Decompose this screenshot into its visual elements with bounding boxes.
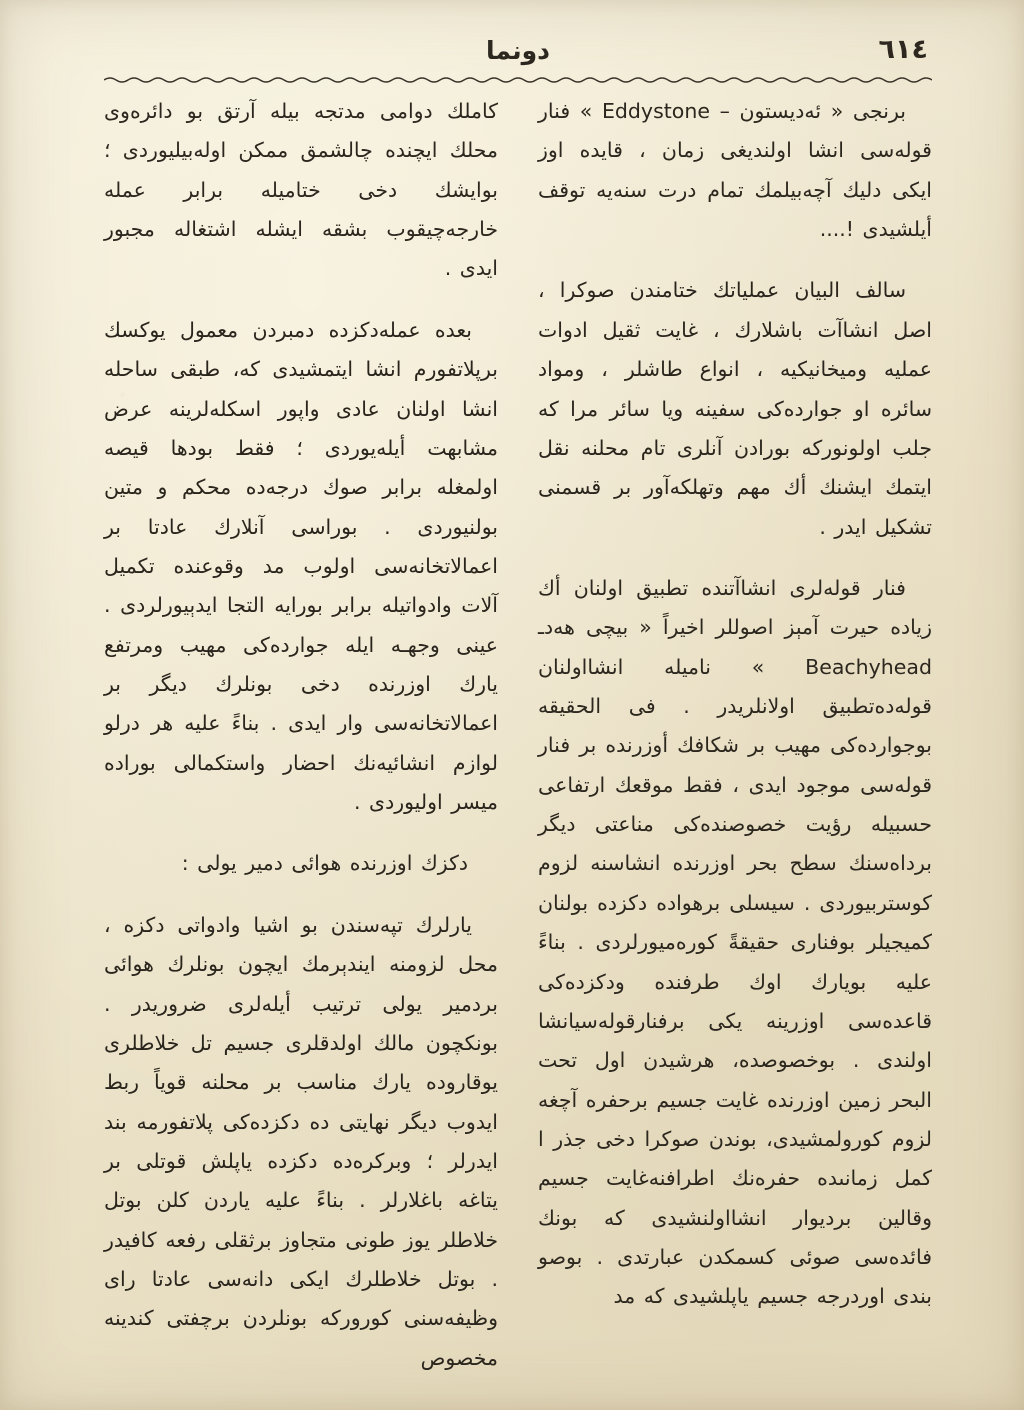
column-right	[538, 92, 932, 1350]
paragraph-text: سالف البيان عملياتك ختامندن صوكرا ، اصل انشاآت باشلارك ، غايت ثقيل ادوات عملیه ومیخانیکیه ، انواع طاشلر ، ومواد سائره او جواردەکی سفينه ویا سائر مرا که جلب اولونورکه بورادن آنلری تام محلنه نقل ايتمك ايشنك أك مهم وتهلكەآور بر قسمنی تشكيل ايدر .	[538, 278, 932, 539]
paragraph-text: يارلرك تپەسندن بو اشيا وادواتی دكزه ، محل لزومنه ايندېرمك ايچون بونلرك هوائی بردمير يولی ترتيب أيلەلری ضروريدر . بونكچون مالك اولدقلری جسيم تل خلاطلری يوقاروده يارك مناسب بر محلنه قوياً ربط ايدوب ديگر نهايتی ده دكزدەکی پلاتفورمه بند ايدرلر ؛ وبركرەده دكزده ياپلش قوتلی بر يتاغه باغلارلر . بناءً عليه ياردن كلن بوتل خلاطلر يوز طونی متجاوز برثقلی رفعه كافيدر . بوتل خلاطلرك ايکی دانەسی عادتا رای وظيفەسنی كورورکه بونلردن برچفتی كندينه مخصوص	[104, 912, 498, 1370]
paragraph	[104, 906, 498, 1378]
page-number: ٦١٤	[878, 34, 928, 65]
header-wavy-rule	[104, 76, 932, 84]
column-left	[104, 92, 498, 1370]
paragraph-text: فنار قولەلری انشاآتنده تطبيق اولنان أك زياده حيرت آمېز اصوللر اخيراً « بيچی هەدـ Beachyhead » نامیله انشااولنان قولەدەتطبيق اولانلريدر . فی الحقيقه بوجواردەکی مهيب بر شكافك أوزرنده بر فنار قولەسی موجود ايدی ، فقط موقعك ارتفاعی حسبیله رؤيت خصوصندەکی مناعتی ديگر برداەسنك سطح بحر اوزرنده انشاسنه لزوم كوستربيوردی . سيسلی برهواده دكزده بولنان كميجيلر بوفناری حقيقةً كورەميورلردی . بناءً عليه بويارك اوك طرفنده ودكزدەکی قاعدەسی اوزرينه يکی برفنارقولەسیانشا اولندی . بوخصوصده، هرشيدن اول تحت البحر زمين اوزرنده غايت جسيم برحفره آچغه لزوم كورولمشيدی، بوندن صوكرا دخی جذر ا كمل زمانںده حفرەنك اطرافنەغايت جسيم وقالين برديوار انشااولنشيدی که بونك فائدەسی صوئی كسمكدن عبارتدی . بوصو بندی اوردرجه جسيم ياپلشيدی که مد	[538, 575, 932, 1309]
section-heading-text: دكزك اوزرنده هوائی دمير يولی :	[181, 851, 468, 876]
running-title: دونما	[486, 36, 550, 65]
two-column-body	[104, 92, 932, 1370]
paragraph	[538, 92, 932, 249]
paragraph	[538, 569, 932, 1317]
page-header	[108, 34, 928, 74]
paragraph	[104, 311, 498, 823]
paragraph	[104, 92, 498, 289]
paragraph-text: برنجی « ئەديستون – Eddystone » فنار قولەسی انشا اولنديغی زمان ، قايده اوز ايکی دليك آچەبيلمك تمام درت سنەيە توقف أيلشيدی !....	[538, 99, 932, 242]
section-heading	[104, 844, 498, 883]
paragraph-text: بعده عملەدكزده دمبردن معمول يوكسك برپلاتفورم انشا ايتمشيدی که، طبقی ساحله انشا اولنان عادی واپور اسكلەلرينه عرض مشابهت أيلەيوردی ؛ فقط بودها قيصه اولمغله برابر صوك درجەده محكم و متين بولنيوردی . بوراسی آنلارك عادتا بر اعمالاتخانەسی اولوب مد وقوعنده تكميل آلات وادواتيله برابر بورايه التجا ايدېيورلردی . عينی وجهـه ايله جواردەکی مهيب ومرتفع يارك اوزرنده دخی بونلرك ديگر بر اعمالاتخانەسی وار ايدی . بناءً عليه هر درلو لوازم انشائيەنك احضار واستكمالی بوراده ميسر اوليوردی .	[104, 317, 498, 815]
paragraph-text: كاملك دوامی مدتجه بيله آرتق بو دائرەوی محلك ايچنده چالشمق ممكن اولەبيليوردی ؛ بوايشك دخی ختاميله برابر عمله خارجەچيقوب بشقه ايشله اشتغاله مجبور ايدی .	[104, 99, 498, 281]
paragraph	[538, 271, 932, 547]
